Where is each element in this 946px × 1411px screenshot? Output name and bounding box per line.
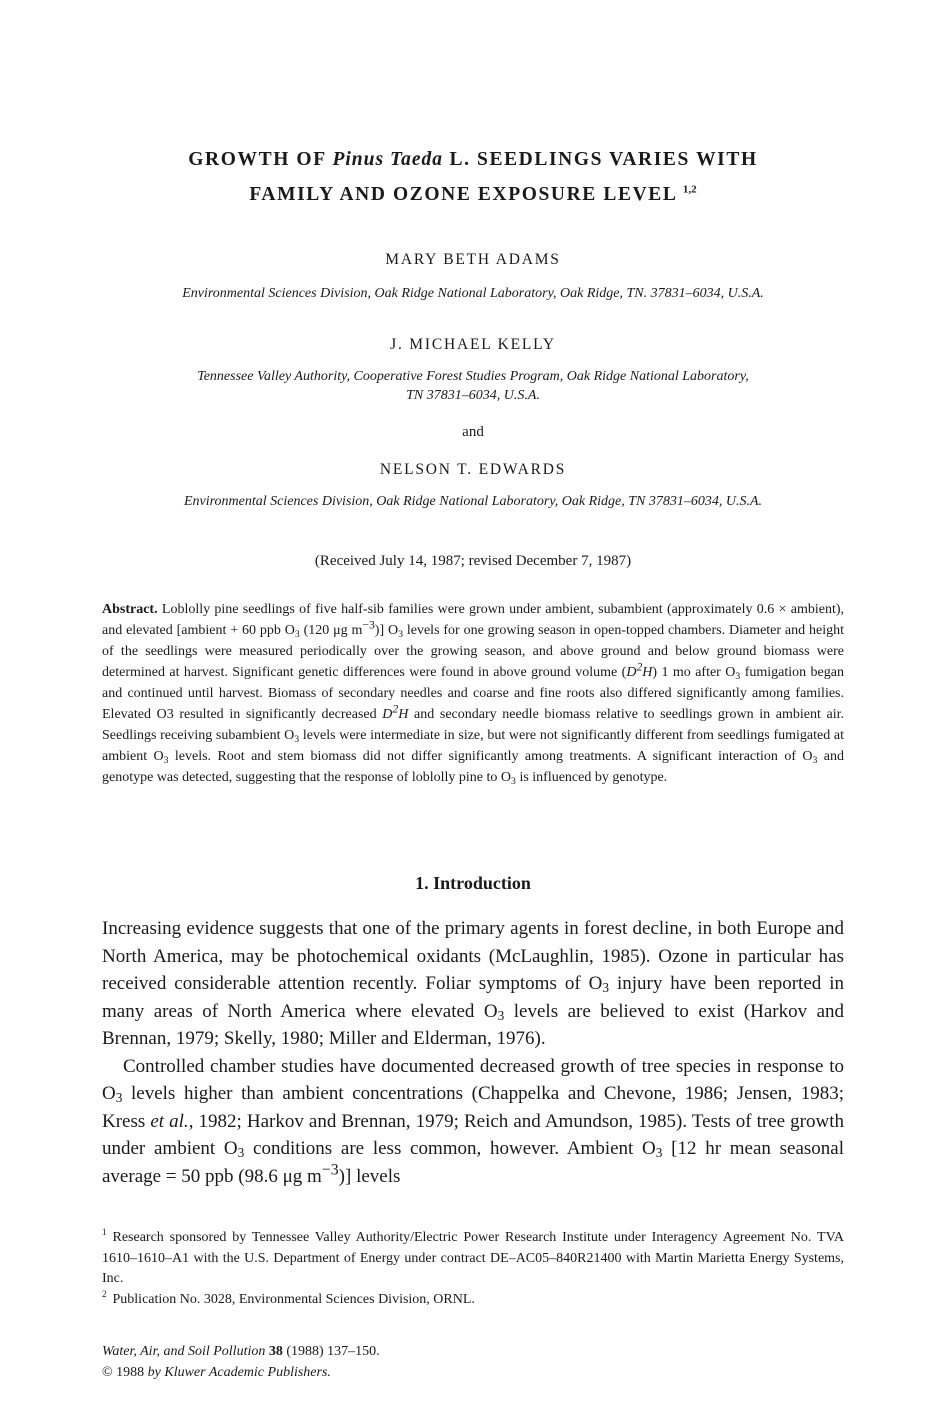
- body-text: [102, 915, 844, 1190]
- paper-title: [102, 142, 844, 212]
- section-heading: 1. Introduction: [415, 873, 531, 893]
- abstract: Abstract. Loblolly pine seedlings of five half-sib families were grown under ambient, subambient (approximately 0.6 × ambient), and elevated [ambient + 60 ppb $O_3$ (120 μg $m^{-3}$)] $O_3$ levels for one growing season in open-topped chambers. Diameter and height of the seedlings were measured periodically over the growing season, and above ground and below ground biomass were determined at harvest. Significant genetic differences were found in above ground volume $(D^2H)$ 1 mo after $O_3$ fumigation began and continued until harvest. Biomass of secondary needles and coarse and fine roots also differed significantly among families. Elevated O3 resulted in significantly decreased $D^2H$ and secondary needle biomass relative to seedlings grown in ambient air. Seedlings receiving subambient $O_3$ levels were intermediate in size, but were not significantly different from seedlings fumigated at ambient $O_3$ levels. Root and stem biomass did not differ significantly among treatments. A significant interaction of $O_3$ and genotype was detected, suggesting that the response of loblolly pine to $O_3$ is influenced by genotype.: [102, 602, 845, 787]
- author-affiliation: Environmental Sciences Division, Oak Ridge National Laboratory, Oak Ridge, TN. 37831–6034, U.S.A.: [182, 286, 764, 301]
- publisher: by Kluwer Academic Publishers.: [147, 1365, 331, 1380]
- journal-name: Water, Air, and Soil Pollution: [102, 1344, 266, 1359]
- title-footnote-marks: 1,2: [682, 183, 697, 196]
- journal-volume: 38: [268, 1344, 283, 1359]
- author-affiliation: Environmental Sciences Division, Oak Ridge National Laboratory, Oak Ridge, TN 37831–6034, U.S.A.: [183, 494, 763, 509]
- journal-citation: [102, 1341, 844, 1383]
- and-separator: and: [462, 424, 484, 440]
- footnote: $^2$ Publication No. 3028, Environmental Sciences Division, ORNL.: [102, 1288, 475, 1307]
- title-text: FAMILY AND OZONE EXPOSURE LEVEL: [249, 184, 677, 205]
- author-name: MARY BETH ADAMS: [385, 251, 561, 268]
- paragraph: Controlled chamber studies have documented decreased growth of tree species in response to $O_3$ levels higher than ambient concentrations (Chappelka and Chevone, 1986; Jensen, 1983; Kress et al., 1982; Harkov and Brennan, 1979; Reich and Amundson, 1985). Tests of tree growth under ambient $O_3$ conditions are less common, however. Ambient $O_3$ [12 hr mean seasonal average = 50 ppb (98.6 μg $m^{-3}$)] levels: [102, 1055, 845, 1187]
- received-dates: (Received July 14, 1987; revised December 7, 1987): [314, 553, 632, 569]
- title-text: GROWTH OF: [188, 149, 333, 170]
- footnote: $^1$ Research sponsored by Tennessee Valley Authority/Electric Power Research Institute under Interagency Agreement No. TVA 1610–1610–A1 with the U.S. Department of Energy under contract DE–AC05–840R21400 with Martin Marietta Energy Systems, Inc.: [102, 1227, 844, 1286]
- author-name: NELSON T. EDWARDS: [379, 461, 567, 478]
- abstract-label: Abstract.: [102, 602, 158, 617]
- title-species: Pinus Taeda: [332, 149, 443, 170]
- journal-pages: (1988) 137–150.: [282, 1344, 380, 1359]
- copyright: © 1988: [102, 1365, 148, 1380]
- affiliation-line: TN 37831–6034, U.S.A.: [406, 388, 540, 403]
- paragraph: Increasing evidence suggests that one of the primary agents in forest decline, in both Europe and North America, may be photochemical oxidants (McLaughlin, 1985). Ozone in particular has received considerable attention recently. Foliar symptoms of $O_3$ injury have been reported in many areas of North America where elevated $O_3$ levels are believed to exist (Harkov and Brennan, 1979; Skelly, 1980; Miller and Elderman, 1976).: [102, 918, 844, 1049]
- author-name: J. MICHAEL KELLY: [390, 336, 556, 353]
- author-affiliation: [102, 367, 844, 405]
- footnotes: [102, 1228, 844, 1310]
- affiliation-line: Tennessee Valley Authority, Cooperative Forest Studies Program, Oak Ridge National Laboratory,: [197, 369, 749, 384]
- title-text: L. SEEDLINGS VARIES WITH: [442, 149, 758, 170]
